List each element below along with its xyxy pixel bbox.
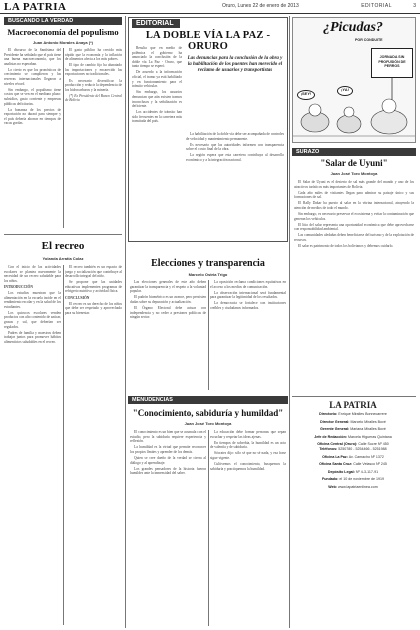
staff-box (290, 398, 416, 626)
staff-label: Teléfonos: (319, 446, 338, 451)
article-body-macro-col1 (4, 48, 61, 228)
paragraph: El padrón biométrico es un avance, pero persisten dudas sobre su depuración y actualización. (130, 295, 206, 304)
article-body-recreo-col1 (4, 265, 61, 625)
paragraph: En tiempos de soberbia, la humildad es un acto de valentía y de sabiduría. (210, 440, 286, 450)
column-rule (208, 430, 209, 626)
section-divider (4, 234, 122, 235)
paragraph: El Órgano Electoral debe actuar con independencia y no ceder a presiones políticas de ningún sector. (130, 305, 206, 320)
paragraph: El Salar de Uyuni es el desierto de sal más grande del mundo y uno de los atractivos turísticos más importantes de Bolivia. (294, 180, 414, 189)
cartoon-sign: JORNADA SIN PROFUSIÓN DE PERROS (371, 48, 413, 78)
paragraph: El Rally Dakar ha puesto al salar en la vitrina internacional, atrayendo la atención de medios de todo el mundo. (294, 201, 414, 210)
paragraph: Es necesario diversificar la producción y reducir la dependencia de los hidrocarburos y la minería. (65, 78, 122, 92)
paragraph: Quien se cree dueño de la verdad se cierra al diálogo y al aprendizaje. (130, 455, 206, 465)
cartoon-drawing-icon (293, 18, 416, 143)
cartoon-bubble-1: ¡SEY! (297, 90, 315, 100)
article-author-recreo: Yolanda Arratia Colaz (42, 256, 84, 261)
page-number: 3 (413, 3, 416, 9)
cartoon-signature: POR CONDUITE (355, 38, 383, 42)
staff-value: Marcelo Miralles Bové (350, 419, 386, 424)
paragraph: La bonanza de los precios de exportación no durará para siempre y el país debería ahorrar en tiempos de vacas gordas. (4, 107, 61, 126)
paragraph: La oposición reclama condiciones equitativas en el acceso a los medios de comunicación. (210, 280, 286, 289)
masthead-logo: LA PATRIA (4, 1, 67, 13)
article-author-elecciones: Marcelo Ostria Trigo (188, 272, 228, 277)
paragraph: La educación debe formar personas que sepan escuchar y respetar las ideas ajenas. (210, 430, 286, 439)
article-author-conocimiento: Juan José Toro Montoya (184, 421, 232, 426)
staff-value: Av. Camacho Nº 1372 (348, 454, 384, 459)
paragraph: Los quioscos escolares venden productos con alto contenido de azúcar, grasas y sal, que deberían ser regulados. (4, 310, 61, 329)
paragraph: Cada año miles de visitantes llegan para admirar su paisaje único y sus formaciones de sal. (294, 190, 414, 200)
staff-line (290, 485, 416, 490)
paragraph: Los estudios muestran que la alimentación en la escuela incide en el rendimiento escolar y en la salud de los estudiantes. (4, 290, 61, 309)
section-band-left: BUSCANDO LA VERDAD (4, 17, 122, 25)
paragraph: Los accidentes de tránsito han sido frecuentes en la carretera más transitada del país. (132, 110, 182, 124)
staff-value: Marcela Higueras Quintana (348, 434, 392, 439)
paragraph: El gasto público ha crecido más rápido que la economía y la inflación de alimentos afecta a los más pobres. (65, 48, 122, 62)
staff-label: Oficina La Paz: (322, 454, 348, 459)
article-body-elecciones-col2 (210, 280, 286, 390)
cartoon-bubble-2: ¡YA! (337, 86, 353, 96)
paragraph: Cultivemos el conocimiento, busquemos la sabiduría y practiquemos la humildad. (210, 462, 286, 471)
staff-value: Enrique Miralles Bonnecarrere (338, 412, 387, 416)
paragraph: El litio del salar representa una oportunidad económica que debe aprovecharse con responsabilidad ambiental. (294, 222, 414, 232)
paragraph: El discurso de la Santísima del Presidente ha señalado que el país tiene una buena macroeconomía, que los analistas no esperaban. (4, 48, 61, 66)
paragraph: El recreo también es un espacio de juego y socialización que contribuye al desarrollo integral del niño. (65, 265, 122, 279)
paragraph: Lo cierto es que los pronósticos de crecimiento se cumplieron y las reservas internacionales llegaron a niveles récord. (4, 67, 61, 86)
paragraph: La democracia se fortalece con instituciones creíbles y ciudadanos informados. (210, 301, 286, 310)
paragraph: Sócrates dijo: sólo sé que no sé nada, y esa frase sigue vigente. (210, 451, 286, 460)
editorial-pull-quote: Las denuncias para la conclusión de la obra y la habilitación de los puentes han merecido el reclamo de usuarios y transportistas (187, 56, 283, 74)
paragraph: Padres de familia y maestros deben trabajar juntos para promover hábitos alimenticios saludables en el recreo. (4, 330, 61, 344)
staff-label: Oficina Santa Cruz: (319, 462, 353, 467)
editorial-body-col1 (132, 46, 182, 238)
subheading: INTRODUCCIÓN (4, 284, 33, 289)
article-title-macro: Macroeconomía del populismo (7, 27, 119, 37)
staff-label: Depósito Legal: (327, 469, 355, 474)
paragraph: El recreo es un derecho de los niños que debe ser respetado y aprovechado para su bienestar. (65, 301, 122, 315)
article-title-elecciones: Elecciones y transparencia (151, 258, 265, 269)
article-body-conocimiento-col2 (210, 430, 286, 626)
header-date: Oruro, Lunes 22 de enero de 2013 (222, 3, 299, 9)
staff-logo: LA PATRIA (329, 400, 377, 410)
paragraph: Los grandes pensadores de la historia fueron humildes ante la inmensidad del saber. (130, 466, 206, 476)
column-rule (208, 280, 209, 390)
paragraph: La humildad es la virtud que permite reconocer los propios límites y aprender de los demás. (130, 445, 206, 454)
staff-label: Gerente General: (320, 427, 350, 432)
article-body-recreo-col2 (65, 265, 122, 625)
page-header (0, 0, 420, 14)
article-body-conocimiento-col1 (130, 430, 206, 626)
section-divider (292, 396, 416, 397)
article-body-macro-col2 (65, 48, 122, 228)
paragraph: Las comunidades aledañas deben beneficiarse del turismo y de la explotación de recursos. (294, 233, 414, 243)
paragraph: Sin embargo, el populismo tiene costos que se ven en el mediano plazo: subsidios, gasto corriente y empresas públicas deficitarias. (4, 87, 61, 106)
staff-label: Director General: (320, 419, 350, 424)
section-band-surazo: SURAZO (292, 148, 416, 156)
staff-label: Jefe de Redacción: (314, 434, 347, 439)
column-rule (63, 48, 64, 228)
article-title-uyuni: "Salar de Uyuni" (320, 158, 388, 168)
staff-value: Mariana Miralles Bové (350, 427, 386, 432)
staff-label: Fundado: (322, 477, 339, 482)
column-rule (125, 16, 126, 628)
article-title-conocimiento: "Conocimiento, sabiduría y humildad" (132, 408, 284, 418)
editorial-cartoon (292, 17, 416, 143)
paragraph: Se propone que las unidades educativas implementen programas de refrigerio nutritivo y actividad física. (65, 280, 122, 294)
paragraph: Las elecciones generales de este año deben garantizar la transparencia y el respeto a la voluntad popular. (130, 280, 206, 294)
staff-value: Nº 4-3-117-91 (355, 469, 379, 474)
paragraph: Sin embargo, los usuarios denuncian que aún existen tramos inconclusos y la señalización es deficiente. (132, 90, 182, 109)
article-title-recreo: El recreo (41, 240, 85, 252)
staff-value: Calle Velasco Nº 245 (353, 462, 387, 467)
paragraph: El conocimiento es un bien que se acumula con el estudio, pero la sabiduría requiere experiencia y reflexión. (130, 430, 206, 444)
paragraph: Es necesario que las autoridades informen con transparencia sobre el costo final de la obra. (186, 142, 284, 152)
subheading: CONCLUSIÓN (65, 295, 90, 300)
cartoon-title: ¿Picudas? (323, 20, 383, 35)
paragraph: Resulta que en medio de polémica el gobierno ha anunciado la conclusión de la doble vía La Paz - Oruro, que tanto tiempo se esperó. (132, 46, 182, 69)
paragraph: La región espera que esta carretera contribuya al desarrollo económico y a la integración nacional. (186, 153, 284, 162)
editorial-body-col2 (186, 132, 284, 238)
paragraph: (*) Ex Presidente del Banco Central de Bolivia (65, 93, 122, 103)
paragraph: Sin embargo, es necesario preservar el ecosistema y evitar la contaminación que generan los vehículos. (294, 212, 414, 221)
paragraph: Con el inicio de las actividades escolares se plantea nuevamente la necesidad de un recreo saludable para los niños. (4, 265, 61, 283)
section-band-menudencias: MENUDENCIAS (128, 396, 288, 404)
article-author-macro: Juan Antonio Morales Anaya (*) (33, 40, 93, 45)
staff-label: Oficina Central (Oruro): (317, 442, 358, 447)
paragraph: La observación internacional será fundamental para garantizar la legitimidad de los resultados. (210, 290, 286, 300)
header-section: EDITORIAL (361, 3, 392, 9)
staff-value: www.lapatriaenlinea.com (337, 484, 378, 489)
paragraph: El salar es patrimonio de todos los bolivianos y debemos cuidarlo. (298, 244, 394, 249)
editorial-label: EDITORIAL (132, 19, 180, 28)
article-body-elecciones-col1 (130, 280, 206, 390)
editorial-title: LA DOBLE VÍA LA PAZ - ORURO (145, 30, 271, 52)
paragraph: El tipo de cambio fijo ha abaratado las importaciones y encarecido las exportaciones no tradicionales. (65, 63, 122, 77)
staff-label: Directorio: (319, 412, 338, 416)
article-body-uyuni (294, 180, 414, 392)
paragraph: De acuerdo a la información oficial, el tramo ya está habilitado y en funcionamiento para el tránsito vehicular. (132, 70, 182, 89)
staff-value: el 10 de noviembre de 1919 (339, 477, 384, 482)
staff-label: Web: (328, 484, 337, 489)
article-author-uyuni: Juan José Toro Montoya (330, 171, 378, 176)
paragraph: La habilitación de la doble vía debe ser acompañada de controles de velocidad y mantenimiento permanente. (186, 132, 284, 141)
column-rule (63, 265, 64, 625)
staff-value: 5250780 - 5254466 - 5251988 (338, 446, 387, 451)
staff-value: Calle Sucre Nº 450 (358, 442, 389, 447)
